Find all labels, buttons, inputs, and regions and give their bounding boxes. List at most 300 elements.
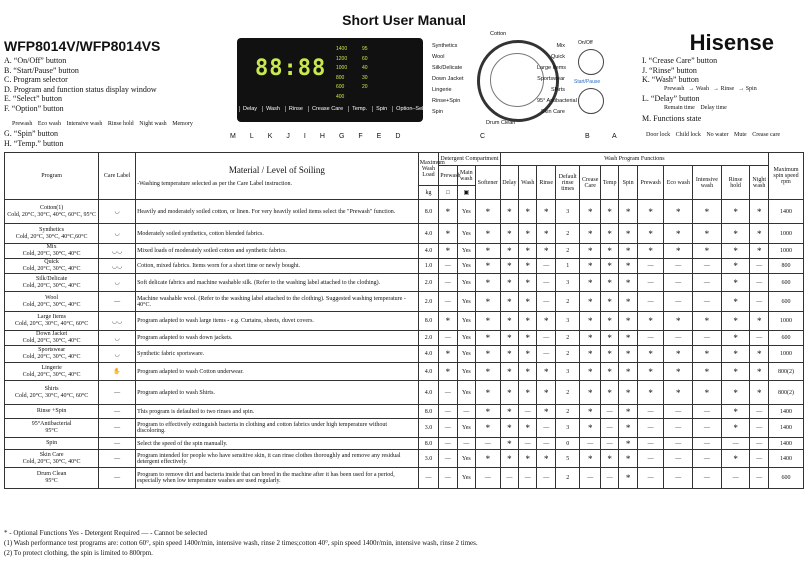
spin-button[interactable]: Spin bbox=[372, 106, 390, 112]
on-off-label: On/Off bbox=[578, 40, 593, 46]
function-cell: * bbox=[600, 274, 618, 292]
table-row bbox=[5, 224, 804, 244]
function-cell: * bbox=[476, 274, 501, 292]
program-name: Mix bbox=[46, 244, 57, 250]
letter-label: D bbox=[395, 133, 401, 140]
function-cell: — bbox=[500, 468, 518, 489]
function-cell: — bbox=[664, 438, 693, 450]
function-cell: * bbox=[476, 259, 501, 274]
function-cell: * bbox=[600, 363, 618, 381]
wash-tub-icon: ◡◡ bbox=[111, 263, 123, 270]
wash-button[interactable]: Wash bbox=[262, 106, 283, 112]
function-cell: 2 bbox=[555, 292, 580, 312]
footnote-2: (2) To protect clothing, the spin is limited to 800rpm. bbox=[4, 549, 153, 557]
function-cell: — bbox=[439, 419, 457, 438]
function-cell: * bbox=[500, 405, 518, 419]
function-cell: * bbox=[439, 200, 457, 224]
temp-item: 40 bbox=[362, 65, 368, 71]
function-cell: Yes bbox=[457, 274, 475, 292]
care-value: — bbox=[114, 440, 121, 447]
function-cell: — bbox=[537, 292, 555, 312]
function-cell: * bbox=[750, 244, 769, 259]
care-label-cell bbox=[99, 346, 136, 363]
care-label-cell bbox=[99, 259, 136, 274]
table-row bbox=[5, 292, 804, 312]
function-cell: * bbox=[580, 274, 600, 292]
function-cell: * bbox=[619, 274, 637, 292]
care-label-cell bbox=[99, 405, 136, 419]
temp-item: 60 bbox=[362, 55, 368, 62]
start-pause-label: Start/Pause bbox=[574, 79, 601, 85]
material-description: Cotton, mixed fabrics. Items worn for a short time or newly bought. bbox=[136, 259, 419, 274]
delay-button[interactable]: Delay bbox=[239, 106, 260, 112]
function-cell: * bbox=[519, 381, 537, 405]
function-cell: — bbox=[600, 468, 618, 489]
function-cell: 3 bbox=[555, 419, 580, 438]
function-cell: 2 bbox=[555, 468, 580, 489]
function-cell: * bbox=[476, 405, 501, 419]
program-cell bbox=[5, 363, 99, 381]
dial-letter: B bbox=[585, 133, 590, 140]
function-cell: — bbox=[693, 292, 722, 312]
function-cell: * bbox=[600, 200, 618, 224]
function-cell: * bbox=[619, 200, 637, 224]
function-cell: * bbox=[519, 259, 537, 274]
function-cell: — bbox=[693, 468, 722, 489]
spin-speed-list bbox=[336, 45, 347, 102]
program-cell bbox=[5, 405, 99, 419]
function-cell: * bbox=[721, 331, 750, 346]
function-cell: — bbox=[600, 438, 618, 450]
max-spin-cell: 1400 bbox=[769, 405, 804, 419]
function-cell: — bbox=[664, 274, 693, 292]
function-cell: — bbox=[439, 468, 457, 489]
program-name: Lingerie bbox=[41, 364, 62, 371]
program-cell bbox=[5, 468, 99, 489]
program-name: Shirts bbox=[44, 385, 59, 392]
program-cell bbox=[5, 224, 99, 244]
function-cell: * bbox=[721, 405, 750, 419]
function-cell: — bbox=[439, 381, 457, 405]
material-title: Material / Level of Soiling bbox=[228, 165, 325, 175]
function-cell: * bbox=[600, 331, 618, 346]
table-row bbox=[5, 438, 804, 450]
dial-letter: C bbox=[480, 133, 486, 140]
rinse-hold-icon: Rinse hold bbox=[107, 120, 134, 127]
function-cell: * bbox=[476, 363, 501, 381]
max-load-cell: 2.0 bbox=[418, 331, 438, 346]
wash-tub-icon: ◡ bbox=[114, 280, 120, 286]
function-cell: * bbox=[664, 381, 693, 405]
speed-item: 1400 bbox=[336, 46, 348, 52]
function-cell: * bbox=[721, 363, 750, 381]
function-cell: * bbox=[537, 405, 555, 419]
function-cell: * bbox=[500, 346, 518, 363]
function-cell: * bbox=[619, 224, 637, 244]
header-eco-wash: Eco wash bbox=[664, 166, 693, 200]
max-load-cell: 4.0 bbox=[418, 224, 438, 244]
crease-care-button[interactable]: Crease Care bbox=[308, 106, 346, 112]
max-spin-cell: 800(2) bbox=[769, 363, 804, 381]
care-label-cell bbox=[99, 292, 136, 312]
function-cell: — bbox=[439, 331, 457, 346]
program-temps: Cold, 20°C, 30°C, 40°C bbox=[22, 251, 81, 257]
legend-item: F. “Option” button bbox=[4, 103, 64, 113]
function-cell: * bbox=[721, 381, 750, 405]
max-spin-cell: 1000 bbox=[769, 244, 804, 259]
function-cell: * bbox=[580, 292, 600, 312]
function-cell: * bbox=[619, 331, 637, 346]
dial-program: Skin Care bbox=[540, 109, 565, 115]
legend-item: I. “Crease Care” button bbox=[642, 56, 718, 65]
header-wash: Wash bbox=[519, 166, 537, 200]
max-spin-cell: 1400 bbox=[769, 450, 804, 468]
intensive-wash-icon: Intensive wash bbox=[66, 120, 103, 127]
header-temp: Temp bbox=[600, 166, 618, 200]
function-cell: * bbox=[600, 450, 618, 468]
function-cell: — bbox=[750, 331, 769, 346]
function-cell: — bbox=[693, 450, 722, 468]
function-cell: * bbox=[500, 274, 518, 292]
material-note: -Washing temperature selected as per the Care Label instruction. bbox=[137, 181, 293, 187]
function-cell: * bbox=[721, 450, 750, 468]
panel-letters bbox=[230, 133, 400, 140]
function-cell: Yes bbox=[457, 419, 475, 438]
start-pause-button[interactable] bbox=[578, 88, 604, 114]
care-value: — bbox=[114, 455, 121, 462]
function-cell: 3 bbox=[555, 312, 580, 331]
header-default-rinse: Default rinse times bbox=[555, 166, 580, 200]
function-cell: Yes bbox=[457, 346, 475, 363]
footnote-legend: * - Optional Functions Yes - Detergent Required — - Cannot be selected bbox=[4, 529, 208, 537]
function-cell: * bbox=[600, 244, 618, 259]
rinse-button[interactable]: Rinse bbox=[285, 106, 306, 112]
function-cell: 3 bbox=[555, 274, 580, 292]
program-temps: Cold, 20°C, 30°C, 40°C bbox=[22, 301, 81, 308]
function-cell: * bbox=[664, 312, 693, 331]
function-cell: — bbox=[721, 438, 750, 450]
care-label-cell bbox=[99, 200, 136, 224]
footnotes bbox=[4, 528, 478, 558]
mute-icon: Mute bbox=[734, 132, 747, 139]
function-cell: — bbox=[519, 405, 537, 419]
max-spin-cell: 1400 bbox=[769, 419, 804, 438]
function-cell: * bbox=[519, 331, 537, 346]
function-cell: * bbox=[637, 200, 664, 224]
table-row bbox=[5, 419, 804, 438]
function-cell: * bbox=[721, 312, 750, 331]
function-cell: * bbox=[439, 244, 457, 259]
header-prewash: Prewash bbox=[439, 166, 457, 186]
legend-item: H. “Temp.” button bbox=[4, 138, 64, 148]
max-spin-cell: 1400 bbox=[769, 200, 804, 224]
time-icons bbox=[642, 104, 784, 114]
function-cell: * bbox=[537, 244, 555, 259]
program-temps: Cold, 20°C, 30°C, 40°C bbox=[22, 354, 81, 360]
door-lock-icon: Door lock bbox=[646, 132, 671, 139]
program-temps: Cold, 20°C, 30°C, 40°C bbox=[22, 458, 81, 465]
table-row bbox=[5, 244, 804, 259]
function-cell: — bbox=[600, 419, 618, 438]
function-cell: * bbox=[750, 363, 769, 381]
program-cell bbox=[5, 438, 99, 450]
speed-item: 600 bbox=[336, 84, 345, 90]
header-night-wash: Night wash bbox=[750, 166, 769, 200]
program-temps: Cold, 20°C, 30°C, 40°C, 60°C, 95°C bbox=[7, 211, 96, 218]
rinse-icon: Rinse bbox=[720, 85, 735, 92]
function-cell: * bbox=[519, 224, 537, 244]
function-cell: — bbox=[439, 292, 457, 312]
dial-program: Quick bbox=[550, 54, 565, 60]
dial-program: Lingerie bbox=[432, 87, 452, 93]
max-spin-cell: 1400 bbox=[769, 438, 804, 450]
letter-label: M bbox=[230, 133, 236, 140]
remain-time-icon: Remain time bbox=[664, 104, 695, 111]
function-cell: * bbox=[476, 419, 501, 438]
function-cell: * bbox=[693, 381, 722, 405]
table-row bbox=[5, 381, 804, 405]
table-row bbox=[5, 363, 804, 381]
function-cell: * bbox=[693, 244, 722, 259]
max-load-cell: 3.0 bbox=[418, 450, 438, 468]
function-cell: Yes bbox=[457, 200, 475, 224]
function-cell: * bbox=[664, 200, 693, 224]
function-cell: * bbox=[721, 274, 750, 292]
letter-label: H bbox=[319, 133, 325, 140]
material-description: Select the speed of the spin manually. bbox=[136, 438, 419, 450]
crease-care-icon: Crease care bbox=[752, 132, 780, 139]
function-cell: * bbox=[600, 224, 618, 244]
function-cell: Yes bbox=[457, 224, 475, 244]
dial-program: 95° Antibacterial bbox=[537, 98, 577, 104]
wash-icon: Wash bbox=[695, 85, 710, 92]
letter-label: K bbox=[267, 133, 273, 140]
care-label-cell bbox=[99, 450, 136, 468]
temp-button[interactable]: Temp. bbox=[348, 106, 370, 112]
max-load-cell: 3.0 bbox=[418, 419, 438, 438]
material-description: Program adapted to wash Cotton underwear. bbox=[136, 363, 419, 381]
program-cell bbox=[5, 419, 99, 438]
program-temps: Cold, 20°C, 30°C, 40°C bbox=[22, 371, 81, 378]
program-cell bbox=[5, 331, 99, 346]
function-cell: * bbox=[439, 346, 457, 363]
program-name: Rinse +Spin bbox=[36, 408, 67, 414]
function-cell: — bbox=[750, 438, 769, 450]
legend-item: K. “Wash” button bbox=[642, 75, 699, 85]
function-cell: * bbox=[664, 244, 693, 259]
max-spin-cell: 800 bbox=[769, 259, 804, 274]
function-cell: 2 bbox=[555, 381, 580, 405]
max-load-cell: 2.0 bbox=[418, 292, 438, 312]
function-cell: — bbox=[693, 405, 722, 419]
eco-wash-icon: Eco wash bbox=[37, 120, 62, 127]
page-title: Short User Manual bbox=[342, 12, 466, 28]
program-temps: Cold, 20°C, 30°C, 40°C,60°C bbox=[15, 233, 88, 240]
function-cell: * bbox=[580, 331, 600, 346]
care-label-cell bbox=[99, 274, 136, 292]
function-cell: — bbox=[664, 450, 693, 468]
function-cell: — bbox=[750, 405, 769, 419]
header-kg: kg bbox=[418, 186, 438, 200]
header-rinse-hold: Rinse hold bbox=[721, 166, 750, 200]
function-cell: — bbox=[664, 259, 693, 274]
legend-item: G. “Spin” button bbox=[4, 129, 58, 139]
function-cell: * bbox=[637, 244, 664, 259]
function-cell: * bbox=[580, 419, 600, 438]
legend-item: A. “On/Off” button bbox=[4, 56, 67, 65]
function-cell: — bbox=[637, 259, 664, 274]
function-cell: * bbox=[721, 244, 750, 259]
function-cell: * bbox=[500, 224, 518, 244]
program-name: Down Jacket bbox=[36, 331, 68, 337]
care-value: — bbox=[114, 298, 121, 305]
header-rinse: Rinse bbox=[537, 166, 555, 200]
care-value: — bbox=[114, 408, 121, 415]
program-temps: 95°C bbox=[45, 478, 58, 484]
function-cell: 3 bbox=[555, 363, 580, 381]
function-cell: * bbox=[580, 450, 600, 468]
function-cell: * bbox=[664, 363, 693, 381]
function-cell: — bbox=[693, 419, 722, 438]
max-spin-cell: 1000 bbox=[769, 224, 804, 244]
function-cell: * bbox=[537, 381, 555, 405]
function-cell: — bbox=[750, 450, 769, 468]
function-cell: * bbox=[500, 363, 518, 381]
function-cell: — bbox=[476, 438, 501, 450]
function-cell: 3 bbox=[555, 200, 580, 224]
function-cell: 2 bbox=[555, 346, 580, 363]
footnote-1: (1) Wash performance test programs are: cotton 60°, spin speed 1400r/min, intensive wash, rinse 2 times;cotton 40°, spin speed 1400r/min, intensive wash, rinse 2 times. bbox=[4, 539, 478, 547]
header-delay: Delay bbox=[500, 166, 518, 200]
max-load-cell: 4.0 bbox=[418, 363, 438, 381]
function-cell: — bbox=[457, 405, 475, 419]
function-cell: * bbox=[619, 419, 637, 438]
function-cell: — bbox=[664, 292, 693, 312]
function-cell: * bbox=[721, 224, 750, 244]
function-cell: * bbox=[519, 419, 537, 438]
function-cell: — bbox=[537, 468, 555, 489]
function-cell: * bbox=[519, 200, 537, 224]
function-cell: 2 bbox=[555, 244, 580, 259]
function-cell: * bbox=[750, 224, 769, 244]
letter-label: I bbox=[303, 133, 306, 140]
function-cell: * bbox=[721, 346, 750, 363]
function-cell: * bbox=[600, 346, 618, 363]
function-cell: Yes bbox=[457, 331, 475, 346]
care-label-cell bbox=[99, 438, 136, 450]
option-select-button[interactable]: Option–Select bbox=[392, 106, 434, 112]
function-cell: * bbox=[500, 292, 518, 312]
function-cell: * bbox=[619, 363, 637, 381]
function-cell: Yes bbox=[457, 259, 475, 274]
legend-right bbox=[642, 56, 784, 141]
program-cell bbox=[5, 346, 99, 363]
hand-wash-icon: ✋ bbox=[113, 369, 121, 375]
table-row bbox=[5, 405, 804, 419]
letter-label: G bbox=[338, 133, 345, 140]
dial-program: Spin bbox=[432, 109, 444, 115]
function-cell: Yes bbox=[457, 244, 475, 259]
table-row bbox=[5, 331, 804, 346]
wash-tub-icon: ◡ bbox=[114, 351, 120, 358]
function-cell: * bbox=[600, 312, 618, 331]
on-off-button[interactable] bbox=[578, 49, 604, 75]
function-cell: 2 bbox=[555, 224, 580, 244]
material-description: Program to effectively extinguish bacteria in clothing and cotton fabrics under high temperature without discoloring. bbox=[136, 419, 419, 438]
max-spin-cell: 600 bbox=[769, 468, 804, 489]
care-label-cell bbox=[99, 363, 136, 381]
program-temps: Cold, 20°C, 30°C, 40°C bbox=[22, 282, 81, 289]
dial-program: Synthetics bbox=[432, 43, 458, 49]
function-cell: * bbox=[619, 381, 637, 405]
function-cell: * bbox=[721, 259, 750, 274]
temp-item: 95 bbox=[362, 46, 368, 52]
function-cell: — bbox=[439, 259, 457, 274]
material-description: Program intended for people who have sensitive skin, it can rinse clothes thoroughly and remove any residual detergent effectively. bbox=[136, 450, 419, 468]
function-cell: * bbox=[519, 244, 537, 259]
legend-item: C. Program selector bbox=[4, 75, 68, 85]
dial-program: Wool bbox=[432, 54, 445, 60]
header-main-wash: Main wash bbox=[457, 166, 475, 186]
function-cell: * bbox=[476, 244, 501, 259]
program-name: Wool bbox=[45, 294, 59, 301]
function-cell: * bbox=[619, 405, 637, 419]
material-description: Program to remove dirt and bacteria inside that can breed in the machine after it has been used for a period, especially when low temperature washes are used regularly. bbox=[136, 468, 419, 489]
function-cell: — bbox=[457, 438, 475, 450]
function-cell: * bbox=[537, 450, 555, 468]
function-cell: — bbox=[519, 438, 537, 450]
speed-item: 1000 bbox=[336, 65, 348, 71]
function-cell: — bbox=[637, 405, 664, 419]
dial-program: Down Jacket bbox=[432, 76, 464, 82]
function-cell: * bbox=[619, 468, 637, 489]
function-cell: * bbox=[750, 381, 769, 405]
function-cell: * bbox=[580, 200, 600, 224]
function-cell: * bbox=[619, 438, 637, 450]
material-description: Program adapted to wash large items - e.g. Curtains, sheets, duvet covers. bbox=[136, 312, 419, 331]
max-load-cell: 8.0 bbox=[418, 405, 438, 419]
memory-icon: Memory bbox=[172, 120, 193, 127]
wash-tub-icon: ◡◡ bbox=[111, 318, 123, 325]
max-spin-cell: 1000 bbox=[769, 312, 804, 331]
care-label-cell bbox=[99, 331, 136, 346]
care-label-cell bbox=[99, 244, 136, 259]
program-cell bbox=[5, 274, 99, 292]
function-cell: * bbox=[476, 200, 501, 224]
icon-cell bbox=[439, 186, 457, 200]
function-cell: * bbox=[537, 312, 555, 331]
dial-knob bbox=[490, 53, 544, 107]
function-cell: * bbox=[693, 346, 722, 363]
panel-buttons bbox=[239, 106, 434, 112]
dial-program: Sportswear bbox=[537, 76, 565, 82]
function-cell: * bbox=[664, 224, 693, 244]
table-row bbox=[5, 200, 804, 224]
function-cell: * bbox=[580, 244, 600, 259]
dial-program: Drum Clean bbox=[486, 120, 516, 126]
function-cell: * bbox=[476, 331, 501, 346]
max-load-cell: 4.0 bbox=[418, 381, 438, 405]
dial-program: Mix bbox=[556, 43, 565, 49]
function-cell: — bbox=[637, 438, 664, 450]
function-cell: — bbox=[439, 450, 457, 468]
function-cell: * bbox=[637, 224, 664, 244]
max-load-cell: 1.0 bbox=[418, 259, 438, 274]
max-load-cell: 8.0 bbox=[418, 200, 438, 224]
care-value: — bbox=[114, 425, 121, 431]
function-cell: — bbox=[580, 438, 600, 450]
material-description: Program adapted to wash Shirts. bbox=[136, 381, 419, 405]
